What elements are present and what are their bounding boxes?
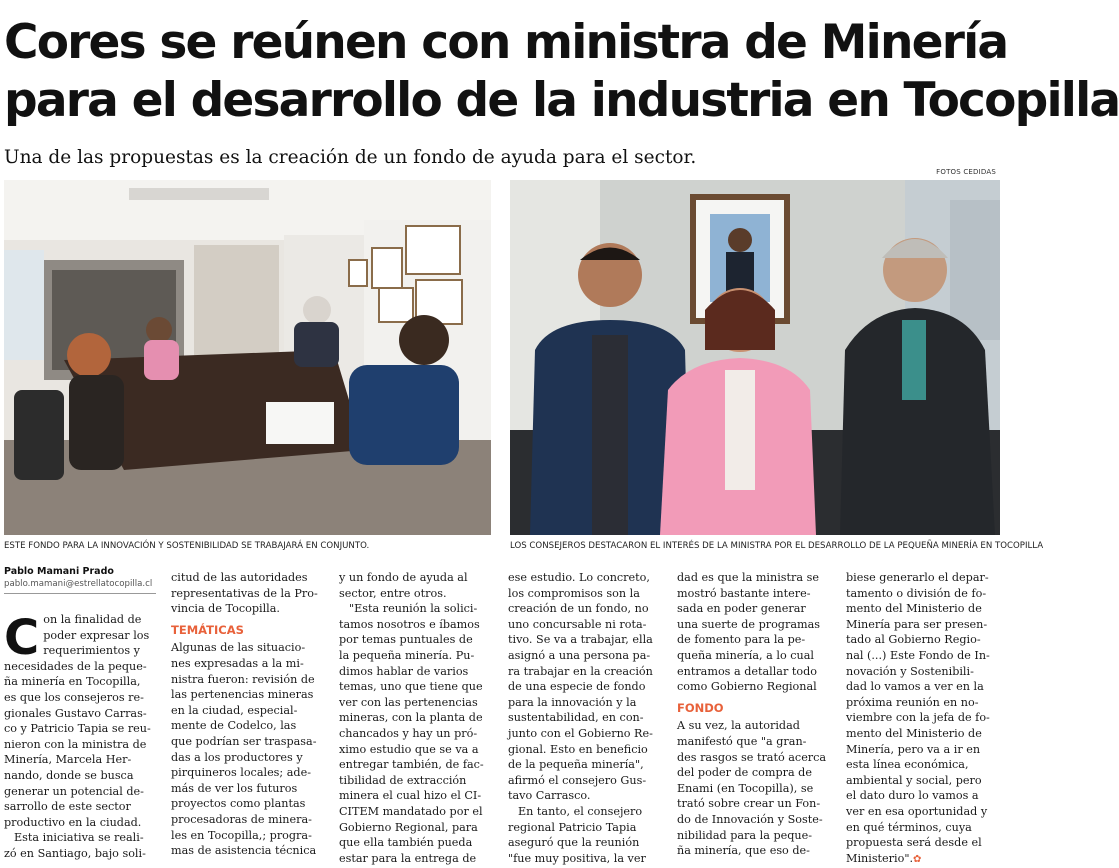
- text-line: próxima reunión en no-: [846, 695, 979, 709]
- headline-line-2: para el desarrollo de la industria en Tocopilla: [4, 73, 1119, 128]
- text-line: Minería, Marcela Her-: [4, 753, 132, 767]
- article-column-6: [846, 570, 998, 867]
- text-line: mineras, con la planta de: [339, 711, 483, 725]
- text-line: tibilidad de extracción: [339, 773, 467, 787]
- text-line: viembre con la jefa de fo-: [846, 711, 990, 725]
- councilors-photo: [510, 180, 1000, 535]
- text-line: vincia de Tocopilla.: [171, 602, 280, 616]
- text-line: gional. Esto en beneficio: [508, 742, 648, 756]
- text-line-final-text: Ministerio".: [846, 851, 914, 865]
- text-line: les en Tocopilla,; progra-: [171, 828, 312, 842]
- text-line: mento del Ministerio de: [846, 726, 982, 740]
- meeting-room-illustration: [4, 180, 491, 535]
- text-line: dad es que la ministra se: [677, 571, 819, 584]
- text-line: afirmó el consejero Gus-: [508, 773, 647, 787]
- text-line: nieron con la ministra de: [4, 737, 147, 751]
- text-line: dad lo vamos a ver en la: [846, 680, 984, 694]
- text-line: tamos nosotros e íbamos: [339, 617, 480, 631]
- text-line: Esta iniciativa se reali-: [14, 831, 144, 845]
- text-line: en la ciudad, especial-: [171, 703, 298, 717]
- text-line: poder expresar los: [43, 628, 150, 642]
- text-line: proyectos como plantas: [171, 797, 306, 811]
- headline: [4, 14, 1119, 130]
- subheadline: Una de las propuestas es la creación de un fondo de ayuda para el sector.: [4, 147, 697, 168]
- text-line: dimos hablar de varios: [339, 664, 469, 678]
- article-column-5: [677, 570, 829, 859]
- text-line: del poder de compra de: [677, 766, 812, 780]
- text-line: tavo Carrasco.: [508, 789, 591, 803]
- article-column-3: [339, 570, 491, 866]
- text-line: "Esta reunión la solici-: [349, 602, 478, 616]
- text-line: procesadoras de minera-: [171, 812, 312, 826]
- author-email: pablo.mamani@estrellatocopilla.cl: [4, 579, 153, 589]
- text-line: co y Patricio Tapia se reu-: [4, 722, 151, 736]
- text-line: chancados y hay un pró-: [339, 726, 478, 740]
- byline: [4, 566, 156, 594]
- text-line: ver en esa oportunidad y: [846, 804, 988, 818]
- text-line: Gobierno Regional, para: [339, 820, 478, 834]
- text-line: des rasgos se trató acerca: [677, 750, 827, 764]
- section-heading-fondo: FONDO: [677, 700, 724, 715]
- article-column-4: [508, 570, 660, 866]
- text-line: estar para la entrega de: [339, 851, 477, 865]
- text-line: la pequeña minería. Pu-: [339, 648, 475, 662]
- text-line: ese estudio. Lo concreto,: [508, 571, 650, 584]
- photo-caption-right: LOS CONSEJEROS DESTACARON EL INTERÉS DE LA MINISTRA POR EL DESARROLLO DE LA PEQUEÑA MINERÍA EN TOCOPILLA: [510, 541, 1044, 551]
- text-line: ra trabajar en la creación: [508, 664, 653, 678]
- text-line: requerimientos y: [43, 644, 140, 658]
- text-line: manifestó que "a gran-: [677, 734, 807, 748]
- text-line: minera el cual hizo el CI-: [339, 789, 482, 803]
- text-line: ambiental y social, pero: [846, 773, 982, 787]
- text-line: do de Innovación y Soste-: [677, 812, 823, 826]
- text-line: propuesta será desde el: [846, 836, 982, 850]
- text-line: entregar también, de fac-: [339, 758, 484, 772]
- text-line: temas, uno que tiene que: [339, 680, 483, 694]
- text-line: que ella también pueda: [339, 836, 473, 850]
- text-line: "fue muy positiva, la ver: [508, 851, 646, 865]
- text-line: trató sobre crear un Fon-: [677, 797, 821, 811]
- drop-cap: C: [4, 610, 40, 666]
- text-line: Minería para ser presen-: [846, 617, 988, 631]
- article-column-2: [171, 570, 323, 859]
- text-line: gionales Gustavo Carras-: [4, 706, 147, 720]
- text-line: aseguró que la reunión: [508, 836, 640, 850]
- text-line: generar un potencial de-: [4, 784, 144, 798]
- meeting-room-photo: [4, 180, 491, 535]
- headline-line-1: Cores se reúnen con ministra de Minería: [4, 15, 1008, 70]
- text-line: sustentabilidad, en con-: [508, 711, 644, 725]
- text-line: zó en Santiago, bajo soli-: [4, 846, 146, 860]
- text-line: entramos a detallar todo: [677, 664, 818, 678]
- text-line: nes expresadas a la mi-: [171, 656, 304, 670]
- text-line: de una especie de fondo: [508, 680, 646, 694]
- text-line: Minería, pero va a ir en: [846, 742, 981, 756]
- text-line: asignó a una persona pa-: [508, 648, 651, 662]
- text-line: sada en poder generar: [677, 602, 806, 616]
- text-line: de la pequeña minería",: [508, 758, 644, 772]
- text-line: más de ver los futuros: [171, 781, 298, 795]
- text-line: para la innovación y la: [508, 695, 637, 709]
- text-line: CITEM mandatado por el: [339, 804, 483, 818]
- text-line: nando, donde se busca: [4, 768, 134, 782]
- text-line: mente de Codelco, las: [171, 719, 297, 733]
- photo-caption-left: ESTE FONDO PARA LA INNOVACIÓN Y SOSTENIBILIDAD SE TRABAJARÁ EN CONJUNTO.: [4, 541, 370, 551]
- text-line: tivo. Se va a trabajar, ella: [508, 633, 653, 647]
- text-line: como Gobierno Regional: [677, 680, 817, 694]
- text-line: das a los productores y: [171, 750, 303, 764]
- text-line-final: [846, 851, 998, 868]
- text-line: ximo estudio que se va a: [339, 742, 479, 756]
- text-line: ver con las pertenencias: [339, 695, 478, 709]
- text-line: es que los consejeros re-: [4, 690, 144, 704]
- text-line: representativas de la Pro-: [171, 586, 318, 600]
- text-line: productivo en la ciudad.: [4, 815, 142, 829]
- text-line: mento del Ministerio de: [846, 602, 982, 616]
- text-line: biese generarlo el depar-: [846, 571, 989, 584]
- text-line: ña minería en Tocopilla,: [4, 675, 141, 689]
- text-line: una suerte de programas: [677, 617, 821, 631]
- text-line: creación de un fondo, no: [508, 602, 649, 616]
- text-line: junto con el Gobierno Re-: [508, 726, 653, 740]
- text-line: novación y Sostenibili-: [846, 664, 974, 678]
- text-line: tado al Gobierno Regio-: [846, 633, 981, 647]
- text-line: de fomento para la pe-: [677, 633, 806, 647]
- text-line: esta línea económica,: [846, 758, 969, 772]
- text-line: mostró bastante intere-: [677, 586, 811, 600]
- text-line: sector, entre otros.: [339, 586, 447, 600]
- text-line: en qué términos, cuya: [846, 820, 972, 834]
- text-line: Algunas de las situacio-: [171, 641, 306, 655]
- councilors-illustration: [510, 180, 1000, 535]
- text-line: necesidades de la peque-: [4, 659, 147, 673]
- text-line: pirquineros locales; ade-: [171, 766, 311, 780]
- text-line: por temas puntuales de: [339, 633, 473, 647]
- text-line: mas de asistencia técnica: [171, 844, 317, 858]
- text-line: nistra fueron: revisión de: [171, 672, 315, 686]
- text-line: ña minería, que eso de-: [677, 844, 810, 858]
- end-mark-icon: ✿: [913, 853, 922, 865]
- text-line: citud de las autoridades: [171, 571, 308, 584]
- text-line: sarrollo de este sector: [4, 800, 131, 814]
- text-line: Enami (en Tocopilla), se: [677, 781, 814, 795]
- text-line: A su vez, la autoridad: [677, 719, 800, 733]
- text-line: regional Patricio Tapia: [508, 820, 637, 834]
- text-line: los compromisos son la: [508, 586, 640, 600]
- text-line: el dato duro lo vamos a: [846, 789, 979, 803]
- photo-credit: FOTOS CEDIDAS: [936, 168, 996, 176]
- text-line: las pertenencias mineras: [171, 688, 314, 702]
- section-heading-tematicas: TEMÁTICAS: [171, 622, 244, 637]
- text-line: on la finalidad de: [43, 613, 142, 626]
- text-line: En tanto, el consejero: [518, 804, 643, 818]
- text-line: queña minería, a lo cual: [677, 648, 814, 662]
- article-column-1: [4, 612, 156, 862]
- text-line: nal (...) Este Fondo de In-: [846, 648, 990, 662]
- text-line: uno concursable ni rota-: [508, 617, 647, 631]
- text-line: y un fondo de ayuda al: [339, 571, 468, 584]
- author-name: Pablo Mamani Prado: [4, 566, 114, 577]
- text-line: que podrían ser traspasa-: [171, 734, 317, 748]
- text-line: tamento o división de fo-: [846, 586, 987, 600]
- byline-divider: [4, 593, 156, 594]
- text-line: nibilidad para la peque-: [677, 828, 812, 842]
